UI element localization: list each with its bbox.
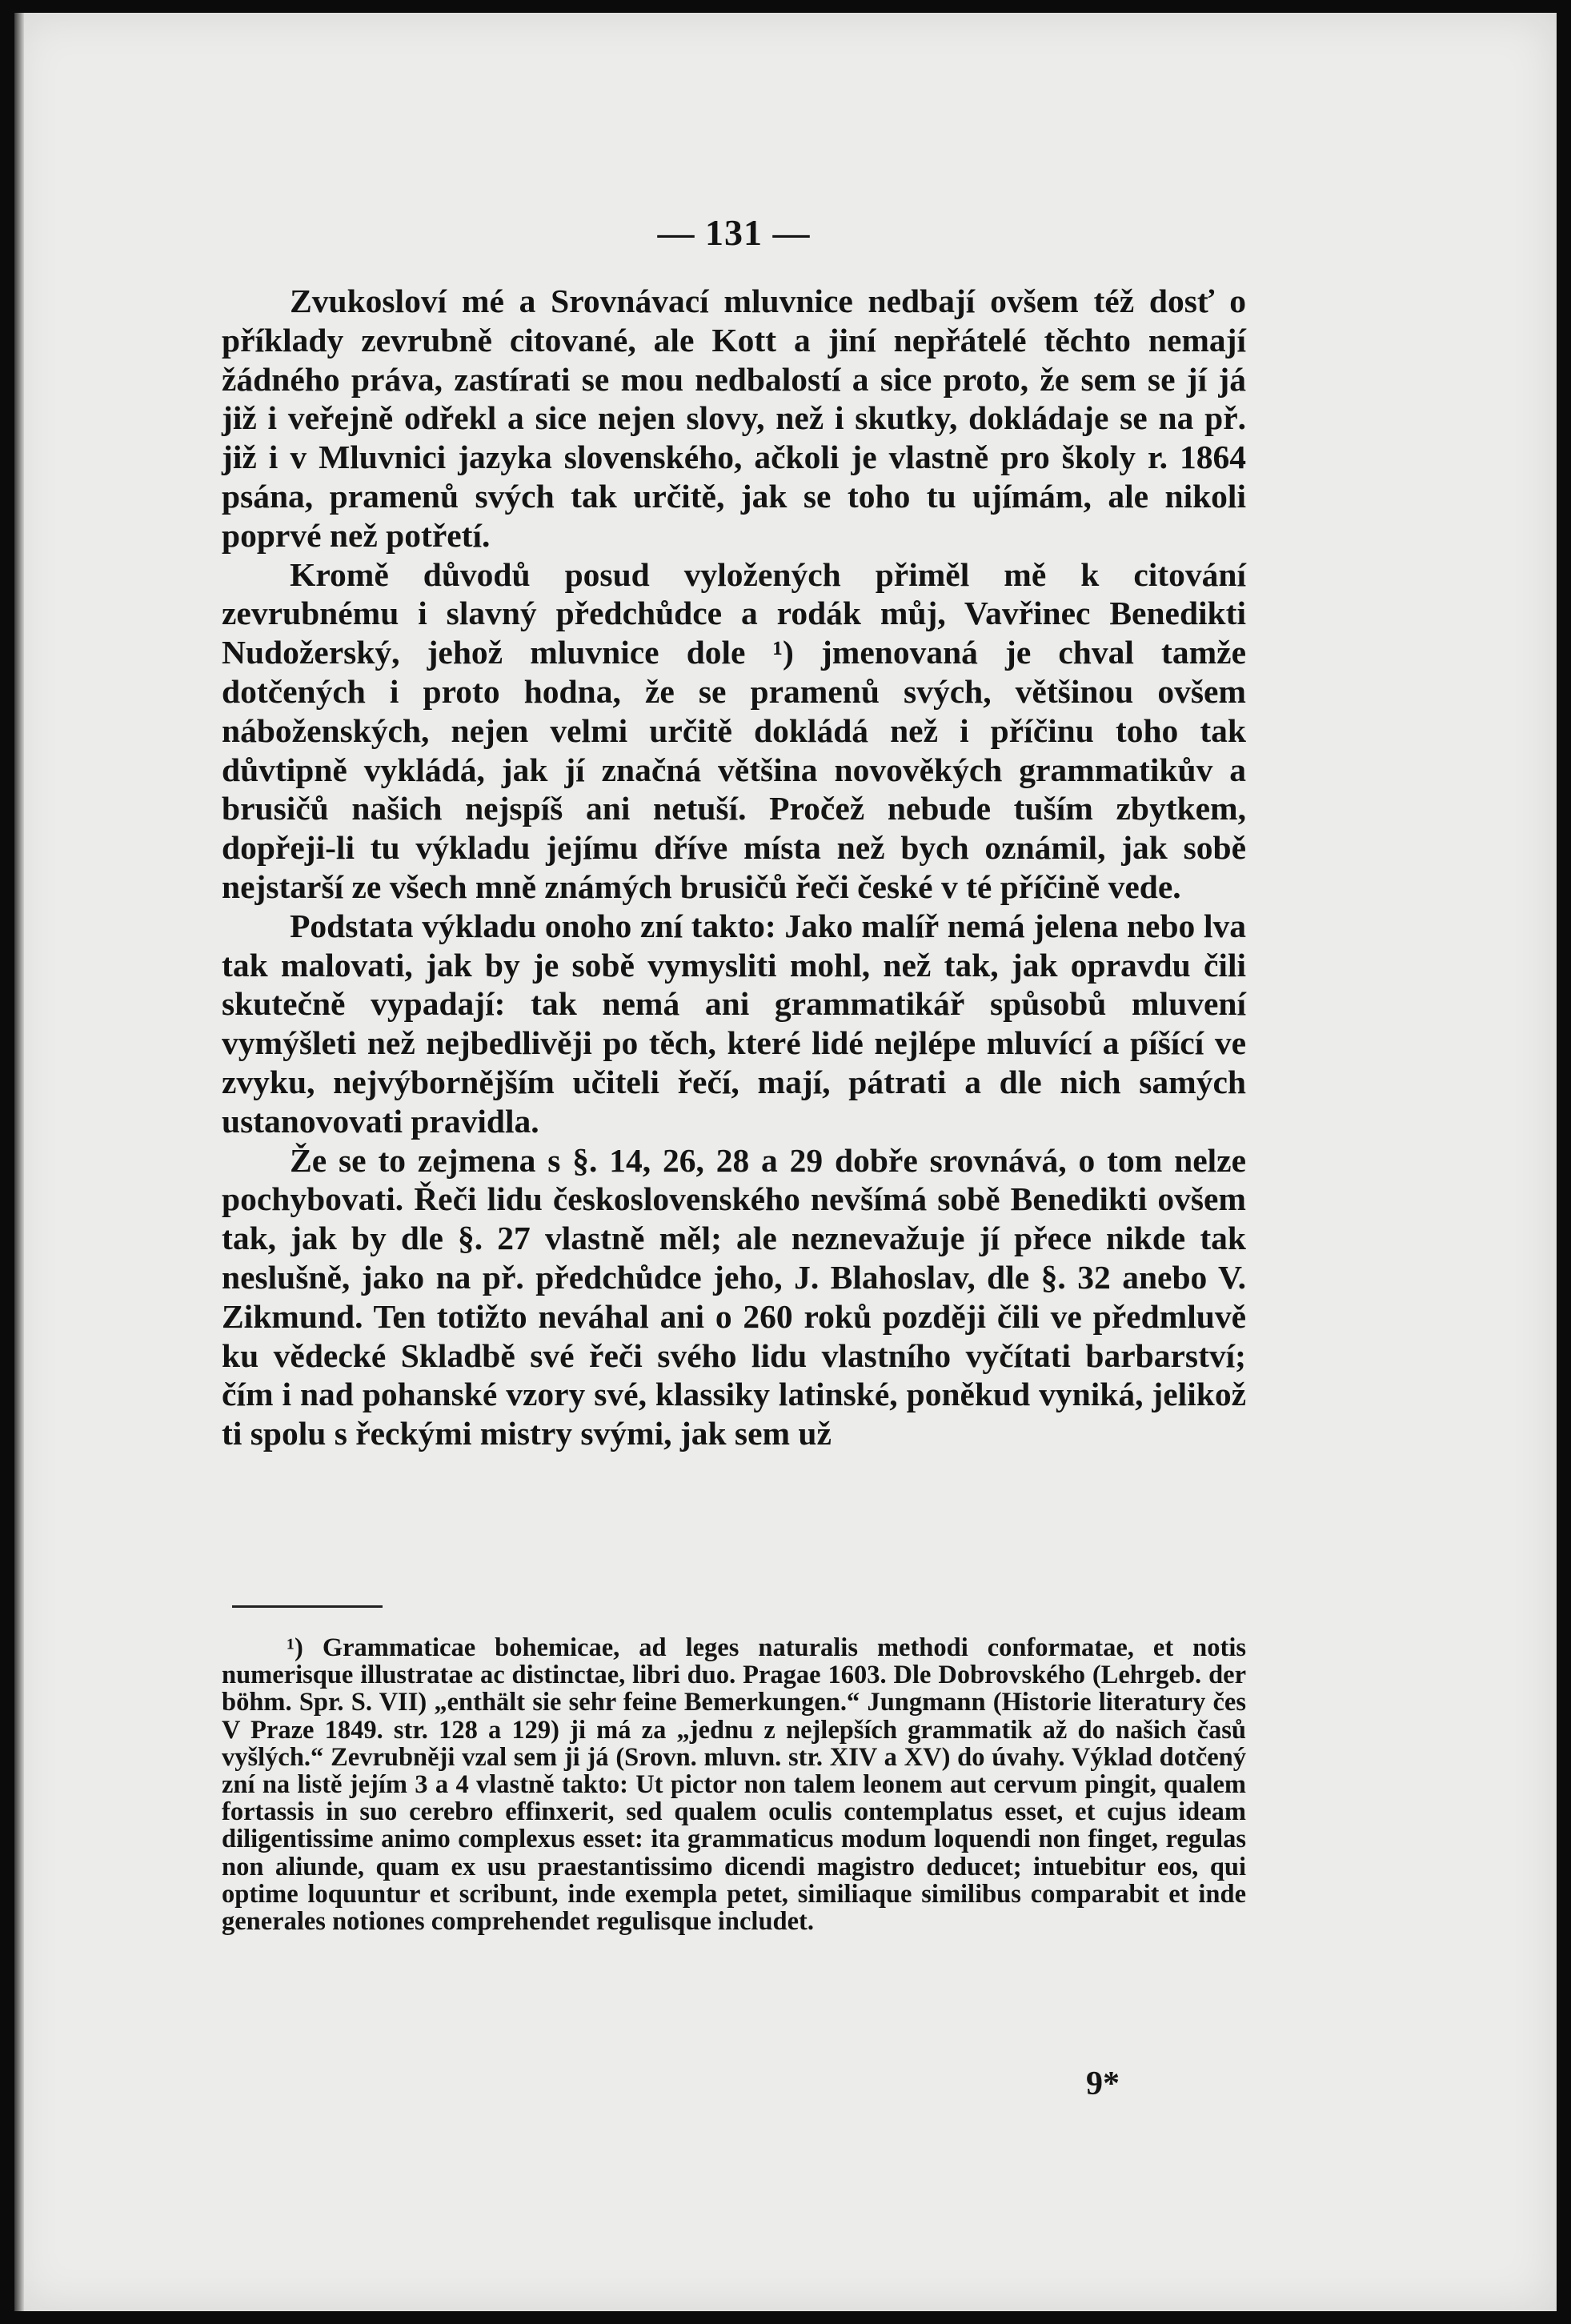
footnote-text: ¹) Grammaticae bohemicae, ad leges naturalis methodi conformatae, et notis numerisque illustratae ac distinctae, libri duo. Pragae 1603. Dle Dobrovského (Lehrgeb. der böhm. Spr. S. VII) „enthält sie sehr feine Bemerkungen.“ Jungmann (Historie literatury čes V Praze 1849. str. 128 a 129) ji má za „jednu z nejlepších grammatik až do našich časů vyšlých.“ Zevrubněji vzal sem ji já (Srovn. mluvn. str. XIV a XV) do úvahy. Výklad dotčený zní na listě jejím 3 a 4 vlastně takto: Ut pictor non talem leonem aut cervum pingit, qualem fortassis in suo cerebro effinxerit, sed qualem oculis contemplatus esset, et cujus ideam diligentissime animo complexus esset: ita grammaticus modum loquendi non finget, regulas non aliunde, quam ex usu praestantissimo dicendi magistro deducet; intuebitur eos, qui optime loquuntur et scribunt, inde exempla petet, similiaque similibus comparabit et inde generales notiones comprehendet regulisque includet. bbox=[222, 1633, 1246, 1937]
footnote-rule bbox=[232, 1605, 383, 1608]
page-number: — 131 — bbox=[657, 212, 811, 253]
body-text bbox=[222, 282, 1246, 1453]
paragraph: Kromě důvodů posud vyložených přiměl mě k citování zevrubnému i slavný předchůdce a rodák můj, Vavřinec Benedikti Nudožerský, jehož mluvnice dole ¹) jmenovaná je chval tamže dotčených i proto hodna, že se pramenů svých, většinou ovšem náboženských, nejen velmi určitě dokládá než i příčinu toho tak důvtipně vykládá, jak jí značná většina novověkých grammatikův a brusičů našich nejspíš ani netuší. Pročež nebude tuším zbytkem, dopřeji-li tu výkladu jejímu dříve místa než bych oznámil, jak sobě nejstarší ze všech mně známých brusičů řeči české v té příčině vede. bbox=[222, 555, 1246, 905]
page-gutter bbox=[14, 13, 24, 2311]
paragraph: Zvukosloví mé a Srovnávací mluvnice nedbají ovšem též dosť o příklady zevrubně citované, ale Kott a jiní nepřátelé těchto nemají žádného práva, zastírati se mou nedbalostí a sice proto, že sem se jí já již i veřejně odřekl a sice nejen slovy, než i skutky, dokládaje se na př. již i v Mluvnici jazyka slovenského, ačkoli je vlastně pro školy r. 1864 psána, pramenů svých tak určitě, jak se toho tu ujímám, ale nikoli poprvé než potřetí. bbox=[222, 282, 1246, 554]
paragraph: Podstata výkladu onoho zní takto: Jako malíř nemá jelena nebo lva tak malovati, jak by je sobě vymysliti mohl, než tak, jak opravdu čili skutečně vypadají: tak nemá ani grammatikář spůsobů mluvení vymýšleti než nejbedlivěji po těch, které lidé nejlépe mluvící a píšící ve zvyku, nejvýbornějším učiteli řečí, mají, pátrati a dle nich samých ustanovovati pravidla. bbox=[222, 907, 1246, 1140]
paragraph: Že se to zejmena s §. 14, 26, 28 a 29 dobře srovnává, o tom nelze pochybovati. Řeči lidu československého nevšímá sobě Benedikti ovšem tak, jak by dle §. 27 vlastně měl; ale neznevažuje jí přece nikde tak neslušně, jako na př. předchůdce jeho, J. Blahoslav, dle §. 32 anebo V. Zikmund. Ten totižto neváhal ani o 260 roků později čili ve předmluvě ku vědecké Skladbě své řeči svého lidu vlastního vyčítati barbarství; čím i nad pohanské vzory své, klassiky latinské, poněkud vyniká, jelikož ti spolu s řeckými mistry svými, jak sem už bbox=[222, 1141, 1246, 1452]
signature-mark: 9* bbox=[1086, 2066, 1120, 2102]
footnote bbox=[222, 1634, 1246, 1935]
